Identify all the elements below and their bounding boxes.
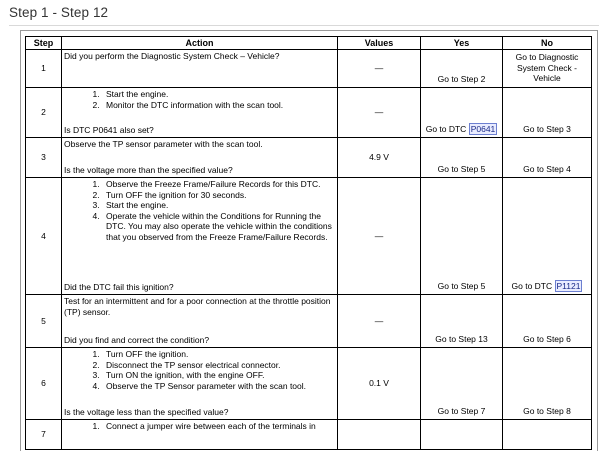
table-row-step-4	[26, 178, 592, 295]
yes-link-prefix[interactable]: Go to DTC	[425, 124, 467, 135]
step-number: 7	[26, 420, 62, 450]
action-question: Did you find and correct the condition?	[64, 335, 210, 346]
yes-cell	[421, 420, 503, 450]
substep: 3. Start the engine.	[102, 200, 335, 211]
substep: 3. Turn ON the ignition, with the engine OFF.	[102, 370, 335, 381]
step-number: 6	[26, 348, 62, 420]
table-row-step-7	[26, 420, 592, 450]
step-action	[62, 348, 338, 420]
table-row-step-1	[26, 50, 592, 88]
action-intro: Observe the TP sensor parameter with the scan tool.	[64, 139, 263, 149]
yes-link[interactable]: Go to Step 2	[437, 74, 486, 85]
header-action: Action	[62, 37, 338, 50]
step-number: 3	[26, 138, 62, 178]
yes-cell	[421, 50, 503, 88]
substep: 1. Observe the Freeze Frame/Failure Records for this DTC.	[102, 179, 335, 190]
step-action	[62, 50, 338, 88]
no-cell	[503, 138, 592, 178]
substep: 4. Observe the TP Sensor parameter with the scan tool.	[102, 381, 335, 392]
no-cell	[503, 50, 592, 88]
substep: 1. Start the engine.	[102, 89, 335, 100]
step-number: 4	[26, 178, 62, 295]
yes-link[interactable]: Go to Step 5	[437, 164, 486, 175]
header-no: No	[503, 37, 592, 50]
yes-cell	[421, 88, 503, 138]
substep: 2. Disconnect the TP sensor electrical connector.	[102, 360, 335, 371]
step-value: 0.1 V	[338, 348, 421, 420]
step-action	[62, 178, 338, 295]
action-question: Did the DTC fail this ignition?	[64, 282, 174, 293]
no-link[interactable]: Go to Step 6	[523, 334, 571, 345]
table-row-step-5	[26, 295, 592, 348]
step-value: 4.9 V	[338, 138, 421, 178]
substep-list	[64, 89, 335, 110]
substep: 1. Turn OFF the ignition.	[102, 349, 335, 360]
action-intro: Did you perform the Diagnostic System Check – Vehicle?	[64, 51, 280, 61]
yes-cell	[421, 138, 503, 178]
step-number: 1	[26, 50, 62, 88]
yes-link[interactable]: Go to Step 13	[435, 334, 488, 345]
dtc-p0641-link[interactable]: P0641	[470, 124, 496, 135]
step-action	[62, 138, 338, 178]
no-cell	[503, 88, 592, 138]
diagnostic-steps-table	[25, 36, 592, 450]
table-header-row	[26, 37, 592, 50]
title-divider	[9, 25, 599, 26]
yes-link-group	[421, 124, 502, 135]
substep-list	[64, 421, 335, 432]
no-link-group	[503, 281, 591, 292]
no-cell	[503, 348, 592, 420]
header-yes: Yes	[421, 37, 503, 50]
dtc-p1121-link[interactable]: P1121	[556, 281, 581, 292]
substep-list	[64, 179, 335, 243]
no-cell	[503, 295, 592, 348]
no-cell	[503, 420, 592, 450]
substep: 2. Monitor the DTC information with the scan tool.	[102, 100, 335, 111]
step-number: 2	[26, 88, 62, 138]
step-action	[62, 420, 338, 450]
action-intro: Test for an intermittent and for a poor connection at the throttle position (TP) sensor.	[64, 296, 331, 317]
action-question: Is the voltage more than the specified value?	[64, 165, 233, 176]
table-row-step-3	[26, 138, 592, 178]
table-row-step-2	[26, 88, 592, 138]
action-question: Is DTC P0641 also set?	[64, 125, 154, 136]
yes-cell	[421, 295, 503, 348]
step-action	[62, 295, 338, 348]
step-value: —	[338, 88, 421, 138]
step-number: 5	[26, 295, 62, 348]
substep: 4. Operate the vehicle within the Conditions for Running the DTC. You may also operate the vehicle within the conditions that you observed from the Freeze Frame/Failure Records.	[102, 211, 335, 243]
substep: 2. Turn OFF the ignition for 30 seconds.	[102, 190, 335, 201]
yes-link[interactable]: Go to Step 7	[437, 406, 486, 417]
header-step: Step	[26, 37, 62, 50]
no-link[interactable]: Go to Step 8	[523, 406, 571, 417]
step-action	[62, 88, 338, 138]
step-value: —	[338, 50, 421, 88]
no-link[interactable]: Go to Step 4	[523, 164, 571, 175]
substep-list	[64, 349, 335, 391]
step-value: —	[338, 178, 421, 295]
yes-link[interactable]: Go to Step 5	[437, 281, 486, 292]
step-value	[338, 420, 421, 450]
no-link-prefix[interactable]: Go to DTC	[511, 281, 553, 292]
table-row-step-6	[26, 348, 592, 420]
action-question: Is the voltage less than the specified value?	[64, 407, 229, 418]
no-link[interactable]: Go to Diagnostic System Check - Vehicle	[515, 52, 579, 84]
page-title: Step 1 - Step 12	[9, 5, 109, 20]
step-value: —	[338, 295, 421, 348]
yes-cell	[421, 348, 503, 420]
header-values: Values	[338, 37, 421, 50]
table-frame	[20, 30, 598, 451]
yes-cell	[421, 178, 503, 295]
no-cell	[503, 178, 592, 295]
no-link[interactable]: Go to Step 3	[523, 124, 571, 135]
substep: 1. Connect a jumper wire between each of the terminals in	[102, 421, 335, 432]
